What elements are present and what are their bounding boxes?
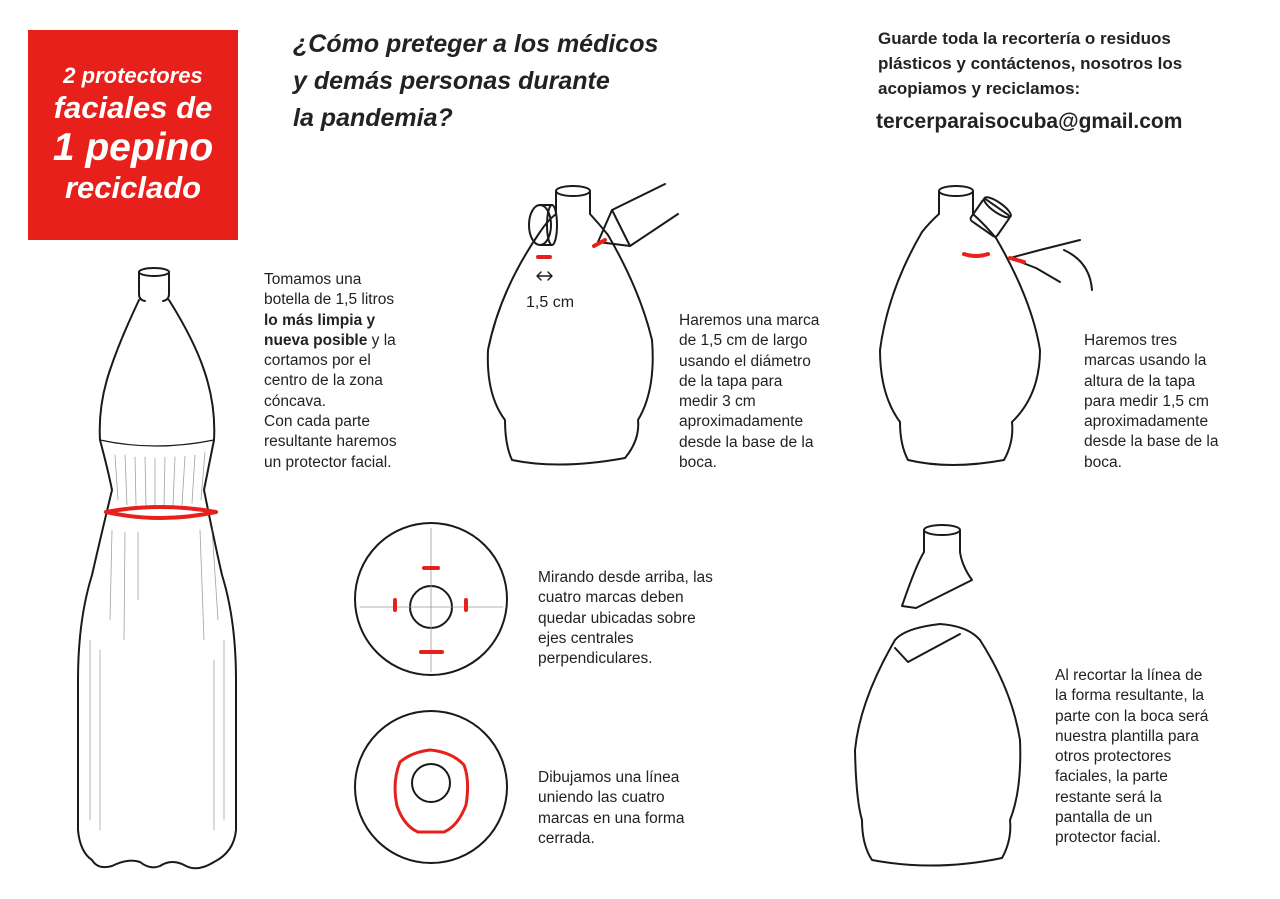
- step5-line: uniendo las cuatro: [538, 789, 665, 807]
- step5-text: [538, 768, 684, 849]
- step2-text: [679, 311, 819, 473]
- top-view-illustration: [355, 711, 507, 863]
- step5-line: cerrada.: [538, 829, 595, 847]
- closed-shape-red: [395, 750, 468, 832]
- step3-line: marcas usando la: [1084, 352, 1207, 370]
- step2-line: desde la base de la: [679, 433, 814, 451]
- step6-line: la forma resultante, la: [1055, 687, 1205, 705]
- step3-line: Haremos tres: [1084, 332, 1178, 349]
- bottle-top-illustration: [880, 186, 1092, 465]
- step1-text: [264, 270, 397, 473]
- step2-line: usando el diámetro: [679, 352, 811, 370]
- step6-line: parte con la boca será: [1055, 707, 1209, 725]
- contact-line: Guarde toda la recortería o residuos: [878, 29, 1171, 48]
- step1-line: cortamos por el: [264, 352, 371, 370]
- step6-line: restante será la: [1055, 788, 1162, 806]
- step1-line: Con cada parte: [264, 413, 370, 431]
- step2-line: Haremos una marca: [679, 312, 820, 329]
- step2-line: de la tapa para: [679, 372, 783, 390]
- step1-bold: nueva posible: [264, 331, 368, 349]
- step6-line: protector facial.: [1055, 829, 1161, 847]
- step6-line: Al recortar la línea de: [1055, 667, 1203, 684]
- title-line: reciclado: [64, 170, 202, 205]
- step2-line: medir 3 cm: [679, 393, 756, 411]
- pen-tip-red: [594, 240, 605, 246]
- step1-line: cóncava.: [264, 392, 327, 410]
- title-line: faciales de: [53, 90, 213, 125]
- step3-line: aproximadamente: [1084, 413, 1209, 431]
- step6-text: [1055, 666, 1208, 849]
- step6-line: faciales, la parte: [1055, 768, 1168, 786]
- bottle-top-illustration: [488, 184, 678, 465]
- step6-line: nuestra plantilla para: [1055, 727, 1199, 745]
- step6-line: pantalla de un: [1055, 809, 1153, 827]
- step3-line: para medir 1,5 cm: [1084, 392, 1209, 410]
- step1-line: botella de 1,5 litros: [264, 291, 395, 309]
- step2-line: aproximadamente: [679, 413, 804, 431]
- cut-line-mark: [106, 507, 216, 518]
- contact-line: plásticos y contáctenos, nosotros los: [878, 54, 1183, 73]
- step1-line: resultante haremos: [264, 433, 397, 451]
- step2-line: de 1,5 cm de largo: [679, 332, 808, 350]
- step3-text: [1084, 331, 1218, 473]
- bottle-full-illustration: [78, 268, 236, 868]
- title-line: 1 pepino: [52, 126, 214, 169]
- step4-line: Mirando desde arriba, las: [538, 569, 713, 586]
- question-line: y demás personas durante: [293, 67, 610, 95]
- step1-line: un protector facial.: [264, 453, 392, 471]
- contact-email[interactable]: tercerparaisocuba@gmail.com: [876, 110, 1183, 133]
- step1-line: Tomamos una: [264, 271, 362, 288]
- step1-line: centro de la zona: [264, 372, 383, 390]
- cut-pieces-illustration: [855, 525, 1020, 866]
- step2-line: boca.: [679, 454, 717, 472]
- mark-red: [964, 254, 988, 256]
- step4-line: quedar ubicadas sobre: [538, 609, 696, 627]
- step3-line: desde la base de la: [1084, 433, 1219, 451]
- step4-line: cuatro marcas deben: [538, 589, 684, 607]
- title-line: 2 protectores: [63, 63, 203, 88]
- step6-line: otros protectores: [1055, 748, 1172, 766]
- step4-line: perpendiculares.: [538, 650, 653, 668]
- step5-line: Dibujamos una línea: [538, 769, 680, 786]
- step1-rest: y la: [367, 331, 396, 349]
- contact-line: acopiamos y reciclamos:: [878, 79, 1081, 98]
- step4-line: ejes centrales: [538, 629, 634, 647]
- question-line: la pandemia?: [293, 104, 453, 132]
- step4-text: [538, 568, 713, 669]
- step3-line: boca.: [1084, 453, 1122, 471]
- question-line: ¿Cómo preteger a los médicos: [293, 30, 659, 58]
- pen-tip-red: [1010, 258, 1024, 262]
- step5-line: marcas en una forma: [538, 809, 685, 827]
- measure-label: 1,5 cm: [526, 294, 575, 311]
- step1-line: [264, 331, 397, 351]
- step1-line: [264, 311, 397, 331]
- step1-bold: lo más limpia y: [264, 311, 376, 329]
- four-marks-red: [395, 568, 466, 652]
- step3-line: altura de la tapa: [1084, 372, 1196, 390]
